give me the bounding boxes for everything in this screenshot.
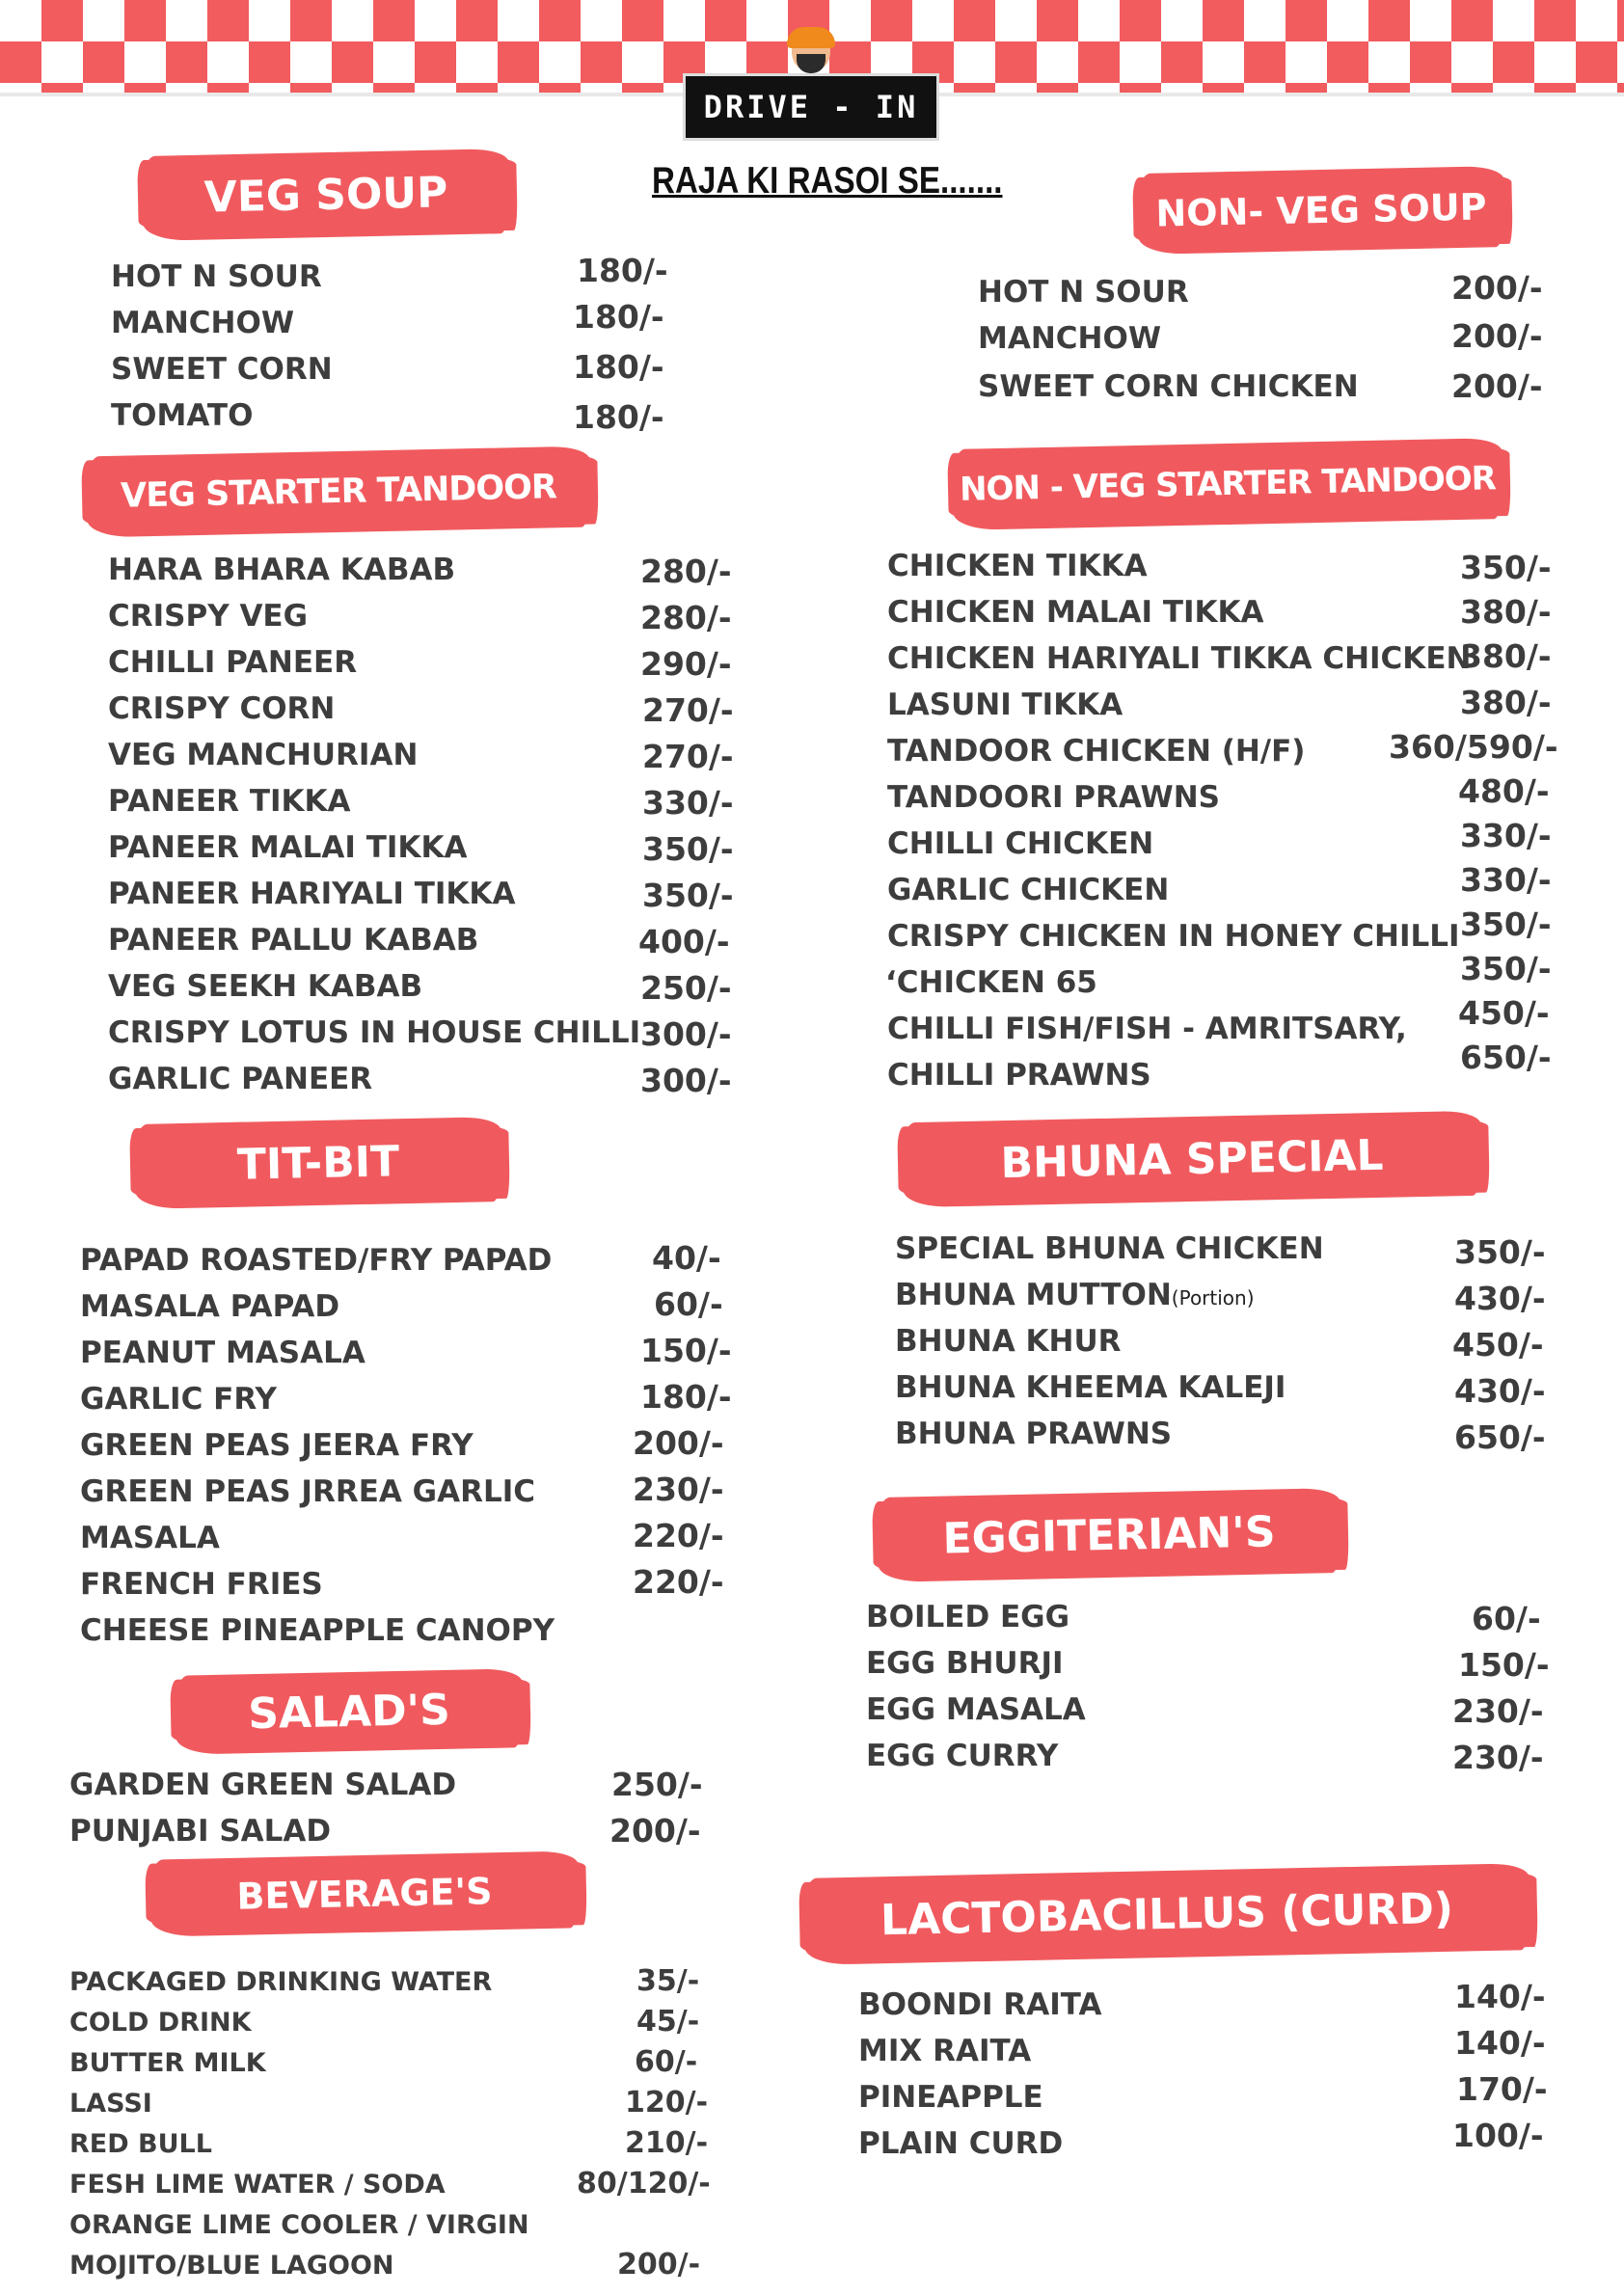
menu-price: 270/-	[642, 738, 734, 775]
menu-item: PUNJABI SALAD	[69, 1814, 332, 1849]
menu-item: BHUNA KHUR	[895, 1324, 1122, 1359]
menu-item: GARLIC CHICKEN	[887, 873, 1170, 907]
menu-price: 330/-	[1460, 817, 1552, 854]
heading-bhuna-label: BHUNA SPECIAL	[999, 1130, 1385, 1188]
menu-item: VEG MANCHURIAN	[108, 738, 419, 772]
menu-item: GREEN PEAS JRREA GARLIC	[80, 1474, 535, 1509]
menu-item: EGG CURRY	[866, 1739, 1059, 1773]
menu-price: 430/-	[1454, 1280, 1546, 1317]
menu-price: 150/-	[640, 1332, 732, 1369]
drive-in-logo	[683, 29, 939, 147]
menu-price: 200/-	[617, 2248, 701, 2282]
menu-price: 400/-	[638, 923, 730, 960]
menu-item: PANEER PALLU KABAB	[108, 923, 479, 958]
menu-item: CRISPY VEG	[108, 599, 309, 634]
menu-item: ORANGE LIME COOLER / VIRGIN	[69, 2210, 529, 2240]
menu-item: HOT N SOUR	[111, 259, 322, 294]
menu-price: 80/120/-	[577, 2167, 711, 2200]
menu-item: CHILLI PRAWNS	[887, 1058, 1151, 1093]
heading-curd	[803, 1863, 1530, 1965]
menu-price: 220/-	[633, 1563, 724, 1601]
menu-price: 250/-	[640, 969, 732, 1007]
menu-item: HOT N SOUR	[978, 275, 1189, 310]
menu-item: PANEER MALAI TIKKA	[108, 830, 468, 865]
menu-item: CRISPY CHICKEN IN HONEY CHILLI	[887, 919, 1460, 954]
menu-price: 360/590/-	[1389, 728, 1558, 766]
heading-salad	[175, 1668, 524, 1755]
menu-item: MASALA PAPAD	[80, 1289, 340, 1324]
menu-item: PINEAPPLE	[858, 2080, 1043, 2115]
menu-price: 230/-	[633, 1471, 724, 1508]
heading-veg-soup-label: VEG SOUP	[203, 167, 448, 223]
menu-price: 140/-	[1454, 2024, 1546, 2062]
tagline: RAJA KI RASOI SE.......	[652, 160, 1003, 202]
menu-price: 380/-	[1460, 593, 1552, 631]
menu-item: FESH LIME WATER / SODA	[69, 2170, 446, 2200]
menu-item: GARLIC PANEER	[108, 1062, 373, 1096]
menu-price: 350/-	[1460, 549, 1552, 586]
menu-price: 300/-	[640, 1062, 732, 1099]
menu-item: GREEN PEAS JEERA FRY	[80, 1428, 474, 1463]
heading-salad-label: SALAD'S	[247, 1685, 451, 1739]
menu-item: CHILLI FISH/FISH - AMRITSARY,	[887, 1012, 1407, 1046]
beard-icon	[797, 54, 826, 73]
menu-price: 380/-	[1460, 684, 1552, 721]
heading-titbit	[134, 1117, 502, 1209]
heading-veg-starter	[86, 446, 591, 538]
menu-price: 350/-	[642, 830, 734, 868]
menu-price: 350/-	[1454, 1233, 1546, 1271]
menu-item: MANCHOW	[111, 306, 295, 340]
menu-item: MASALA	[80, 1521, 220, 1555]
menu-price: 180/-	[573, 348, 664, 386]
menu-price: 230/-	[1452, 1692, 1544, 1730]
heading-veg-soup	[142, 148, 510, 241]
menu-item: BOONDI RAITA	[858, 1987, 1102, 2022]
menu-price: 200/-	[1451, 317, 1543, 355]
menu-price: 200/-	[1451, 269, 1543, 307]
menu-price: 180/-	[573, 398, 664, 436]
menu-item: LASSI	[69, 2089, 152, 2119]
menu-price: 200/-	[609, 1812, 701, 1850]
menu-price: 350/-	[1460, 905, 1552, 943]
menu-price: 60/-	[1472, 1600, 1541, 1637]
heading-nonveg-soup-label: NON- VEG SOUP	[1155, 185, 1487, 235]
heading-bhuna	[902, 1111, 1482, 1208]
heading-nonveg-soup	[1137, 166, 1505, 255]
menu-item: PEANUT MASALA	[80, 1336, 365, 1370]
menu-item: PAPAD ROASTED/FRY PAPAD	[80, 1243, 553, 1278]
menu-item: SPECIAL BHUNA CHICKEN	[895, 1231, 1324, 1266]
menu-item: TANDOOR CHICKEN (H/F)	[887, 734, 1306, 769]
menu-price: 200/-	[1451, 367, 1543, 405]
menu-item: CHICKEN TIKKA	[887, 549, 1148, 583]
menu-item: BUTTER MILK	[69, 2048, 266, 2078]
menu-item: CHILLI PANEER	[108, 645, 358, 680]
menu-item: TOMATO	[111, 398, 254, 433]
menu-item: HARA BHARA KABAB	[108, 553, 456, 587]
menu-price: 300/-	[640, 1015, 732, 1053]
menu-item: EGG MASALA	[866, 1692, 1086, 1727]
menu-price: 450/-	[1458, 994, 1550, 1032]
menu-item: EGG BHURJI	[866, 1646, 1064, 1681]
menu-item: LASUNI TIKKA	[887, 688, 1123, 722]
menu-item: BOILED EGG	[866, 1600, 1070, 1634]
heading-egg-label: EGGITERIAN'S	[941, 1506, 1277, 1564]
heading-beverage-label: BEVERAGE'S	[236, 1870, 493, 1918]
portion-note: (Portion)	[1171, 1286, 1255, 1310]
menu-item: MOJITO/BLUE LAGOON	[69, 2251, 394, 2281]
menu-price: 60/-	[635, 2045, 698, 2079]
menu-price: 430/-	[1454, 1372, 1546, 1410]
heading-veg-starter-label: VEG STARTER TANDOOR	[120, 468, 557, 516]
menu-price: 280/-	[640, 553, 732, 590]
menu-price: 120/-	[625, 2086, 709, 2120]
menu-price: 450/-	[1452, 1326, 1544, 1364]
heading-titbit-label: TIT-BIT	[236, 1136, 400, 1190]
menu-price: 180/-	[640, 1378, 732, 1416]
menu-item: CHICKEN MALAI TIKKA	[887, 595, 1264, 630]
menu-item-name: BHUNA MUTTON	[895, 1278, 1172, 1312]
menu-price: 290/-	[640, 645, 732, 683]
menu-item: CRISPY CORN	[108, 691, 336, 726]
menu-price: 150/-	[1458, 1646, 1550, 1684]
menu-price: 350/-	[642, 877, 734, 914]
menu-item: PANEER HARIYALI TIKKA	[108, 877, 516, 911]
menu-item: CHICKEN HARIYALI TIKKA CHICKEN	[887, 641, 1472, 676]
menu-price: 100/-	[1452, 2117, 1544, 2154]
menu-price: 650/-	[1454, 1418, 1546, 1456]
menu-item: ‘CHICKEN 65	[885, 965, 1097, 1000]
menu-item	[895, 1278, 1255, 1312]
menu-item: BHUNA KHEEMA KALEJI	[895, 1370, 1286, 1405]
heading-egg	[877, 1488, 1341, 1582]
menu-item: PANEER TIKKA	[108, 784, 351, 819]
heading-beverage	[149, 1850, 580, 1936]
menu-price: 35/-	[636, 1964, 700, 1998]
menu-item: RED BULL	[69, 2129, 212, 2159]
menu-price: 330/-	[642, 784, 734, 822]
menu-price: 200/-	[633, 1424, 724, 1462]
menu-price: 45/-	[636, 2005, 700, 2038]
menu-price: 350/-	[1460, 950, 1552, 987]
menu-item: MANCHOW	[978, 321, 1162, 356]
menu-price: 180/-	[573, 298, 664, 336]
menu-item: CRISPY LOTUS IN HOUSE CHILLI	[108, 1015, 641, 1050]
menu-item: GARLIC FRY	[80, 1382, 277, 1417]
heading-nonveg-starter	[952, 438, 1503, 530]
menu-item: SWEET CORN	[111, 352, 333, 387]
menu-price: 180/-	[577, 252, 668, 289]
logo-text: DRIVE - IN	[683, 73, 939, 141]
menu-price: 40/-	[652, 1239, 721, 1277]
heading-curd-label: LACTOBACILLUS (CURD)	[880, 1883, 1454, 1945]
menu-item: SWEET CORN CHICKEN	[978, 369, 1359, 404]
menu-item: PLAIN CURD	[858, 2126, 1064, 2161]
menu-price: 480/-	[1458, 772, 1550, 810]
menu-item: CHILLI CHICKEN	[887, 826, 1154, 861]
menu-item: PACKAGED DRINKING WATER	[69, 1967, 493, 1997]
menu-price: 220/-	[633, 1517, 724, 1554]
heading-nonveg-starter-label: NON - VEG STARTER TANDOOR	[959, 459, 1497, 509]
menu-item: TANDOORI PRAWNS	[887, 780, 1220, 815]
menu-price: 170/-	[1456, 2070, 1548, 2108]
menu-price: 140/-	[1454, 1978, 1546, 2015]
turban-icon	[787, 27, 835, 48]
menu-price: 60/-	[654, 1285, 723, 1323]
menu-item: CHEESE PINEAPPLE CANOPY	[80, 1613, 555, 1648]
menu-price: 210/-	[625, 2126, 709, 2160]
menu-item: MIX RAITA	[858, 2034, 1032, 2068]
menu-price: 250/-	[611, 1766, 703, 1803]
menu-price: 330/-	[1460, 861, 1552, 899]
menu-price: 280/-	[640, 599, 732, 636]
menu-price: 270/-	[642, 691, 734, 729]
menu-price: 230/-	[1452, 1739, 1544, 1776]
menu-item: VEG SEEKH KABAB	[108, 969, 423, 1004]
menu-price: 380/-	[1460, 637, 1552, 675]
menu-item: COLD DRINK	[69, 2008, 252, 2038]
menu-item: BHUNA PRAWNS	[895, 1417, 1173, 1451]
menu-item: GARDEN GREEN SALAD	[69, 1768, 457, 1802]
menu-price: 650/-	[1460, 1039, 1552, 1076]
menu-item: FRENCH FRIES	[80, 1567, 323, 1602]
